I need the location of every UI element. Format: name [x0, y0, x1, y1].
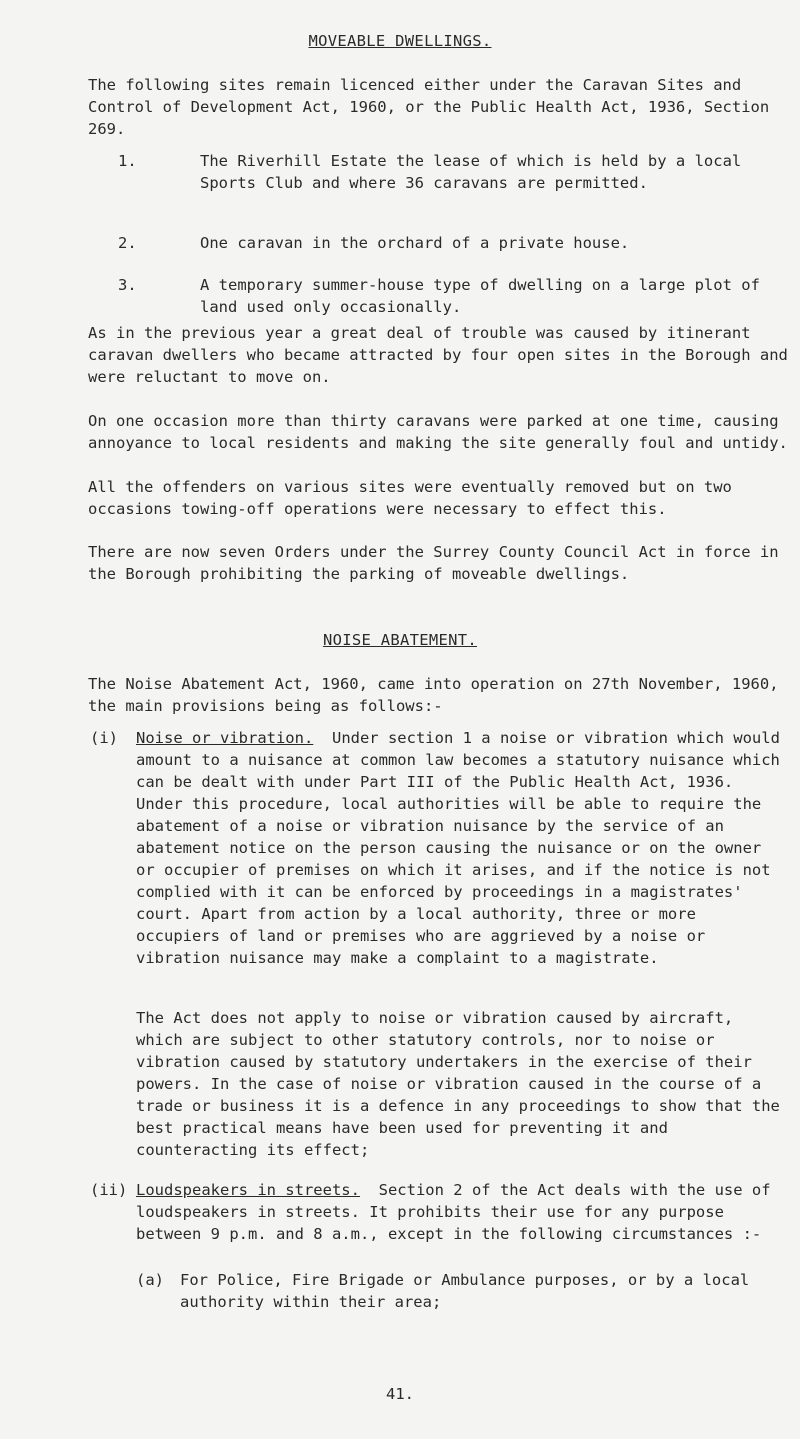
section-text-continued: The Act does not apply to noise or vibration caused by aircraft, which are subject to other statutory controls, nor to noise or vibration caused by statutory undertakers in the exercise of their powers. In the case of noise or vibration caused in the course of a trade or business it is a defence in any proceedings to show that the best practical means have been used for preventing it and counteracting its effect;	[136, 1009, 780, 1159]
section-body	[136, 727, 786, 969]
list-item: The Riverhill Estate the lease of which is held by a local Sports Club and where 36 caravans are permitted.	[200, 152, 742, 192]
subitem-a	[0, 1269, 800, 1319]
section-title: Noise or vibration.	[136, 729, 314, 747]
page-number: 41.	[386, 1385, 414, 1403]
sites-list	[0, 150, 800, 316]
section-noise-vibration	[0, 727, 800, 1177]
list-item: A temporary summer-house type of dwelling on a large plot of land used only occasionally.	[200, 276, 760, 316]
subitem-text: For Police, Fire Brigade or Ambulance purposes, or by a local authority within their area;	[180, 1271, 750, 1311]
section-title: Loudspeakers in streets.	[136, 1181, 360, 1199]
section-number: (ii)	[90, 1181, 128, 1199]
list-item-number: 3.	[118, 276, 137, 294]
paragraph-occasion: On one occasion more than thirty caravans were parked at one time, causing annoyance to local residents and making the site generally foul and untidy.	[88, 412, 788, 452]
heading-noise-abatement: NOISE ABATEMENT.	[322, 631, 478, 649]
section-number: (i)	[90, 729, 118, 747]
intro-paragraph: The following sites remain licenced either under the Caravan Sites and Control of Development Act, 1960, or the Public Health Act, 1936, Section 269.	[88, 76, 770, 138]
subitem-number: (a)	[136, 1271, 164, 1289]
section-text: Section 2 of the Act deals with the use of loudspeakers in streets. It prohibits their use for any purpose between 9 p.m. and 8 a.m., except in the following circumstances :-	[136, 1181, 771, 1243]
section-loudspeakers	[0, 1179, 800, 1269]
heading-moveable-dwellings: MOVEABLE DWELLINGS.	[308, 32, 492, 50]
section-text: Under section 1 a noise or vibration which would amount to a nuisance at common law becomes a statutory nuisance which can be dealt with under Part III of the Public Health Act, 1936. Under this procedure, local authorities will be able to require the abatement of a noise or vibration nuisance by the service of an abatement notice on the person causing the nuisance or on the owner or occupier of premises on which it arises, and if the notice is not complied with it can be enforced by proceedings in a magistrates' court. Apart from action by a local authority, three or more occupiers of land or premises who are aggrieved by a noise or vibration nuisance may make a complaint to a magistrate.	[136, 729, 780, 967]
paragraph-orders: There are now seven Orders under the Surrey County Council Act in force in the Borough prohibiting the parking of moveable dwellings.	[88, 543, 779, 583]
paragraph-trouble: As in the previous year a great deal of trouble was caused by itinerant caravan dwellers who became attracted by four open sites in the Borough and were reluctant to move on.	[88, 324, 788, 386]
list-item-number: 1.	[118, 152, 137, 170]
noise-intro-paragraph: The Noise Abatement Act, 1960, came into operation on 27th November, 1960, the main provisions being as follows:-	[88, 675, 779, 715]
list-item-number: 2.	[118, 234, 137, 252]
section-body	[136, 1179, 786, 1245]
list-item: One caravan in the orchard of a private house.	[200, 234, 630, 252]
paragraph-offenders: All the offenders on various sites were eventually removed but on two occasions towing-off operations were necessary to effect this.	[88, 478, 732, 518]
